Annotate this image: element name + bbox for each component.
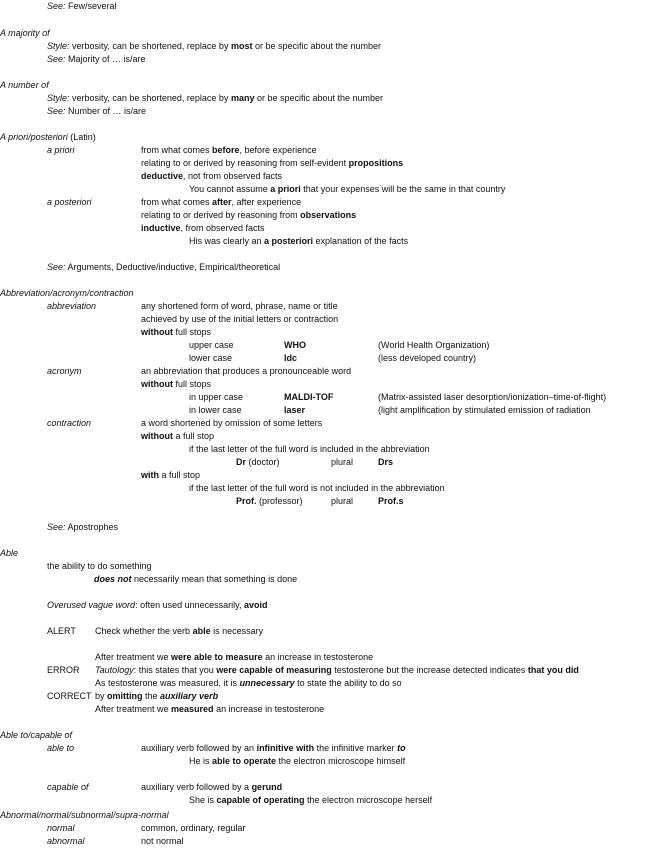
apriori-see-line	[47, 262, 280, 273]
t: from what comes	[141, 145, 213, 155]
t: able to operate	[212, 756, 277, 766]
aposteriori-example	[189, 236, 408, 247]
t: without	[141, 431, 173, 441]
see-few-line	[47, 1, 117, 12]
t: full stops	[173, 327, 212, 337]
style-label: Style:	[47, 93, 70, 103]
t: infinitive with	[256, 743, 315, 753]
t: , from observed facts	[180, 223, 265, 233]
t: propositions	[348, 158, 404, 168]
see-label: See:	[47, 1, 66, 11]
correct-text	[95, 691, 218, 702]
acr-upper-example: MALDI-TOF	[284, 392, 334, 402]
con-def-4	[141, 470, 200, 481]
t: to	[397, 743, 406, 753]
t: unnecessary	[239, 678, 295, 688]
able-def-2	[94, 574, 297, 585]
able-def-1: the ability to do something	[47, 561, 152, 571]
t: capable of operating	[216, 795, 305, 805]
style-word: most	[230, 41, 253, 51]
term-normal: normal	[47, 823, 75, 833]
con-def-3: if the last letter of the full word is included in the abbreviation	[189, 444, 430, 454]
aposteriori-def-2	[141, 210, 356, 221]
majority-style-line	[47, 41, 381, 52]
t: auxiliary verb followed by a	[141, 782, 252, 792]
see-text: Arguments, Deductive/inductive, Empirical/theoretical	[65, 262, 281, 272]
term-abnormal: abnormal	[47, 836, 85, 846]
acr-upper-note: (Matrix-assisted laser desorption/ionization–time-of-flight)	[378, 392, 607, 402]
alert-text	[95, 626, 263, 637]
heading-text: A priori/posteriori	[0, 132, 68, 142]
t: a full stop	[173, 431, 215, 441]
normal-def: common, ordinary, regular	[141, 823, 246, 833]
term-acronym: acronym	[47, 366, 82, 376]
t: were able to measure	[171, 652, 263, 662]
t: from what comes	[141, 197, 213, 207]
t: a full stop	[159, 470, 201, 480]
prof-plural-label: plural	[331, 496, 354, 506]
t: were capable of measuring	[216, 665, 332, 675]
error-text	[95, 665, 579, 676]
able-to-def	[141, 743, 406, 754]
term-a-priori: a priori	[47, 145, 75, 155]
t: by	[95, 691, 108, 701]
entry-heading-abbreviation: Abbreviation/acronym/contraction	[0, 288, 134, 298]
t: Overused vague word	[47, 600, 136, 610]
number-style-line	[47, 93, 383, 104]
con-def-5: if the last letter of the full word is not included in the abbreviation	[189, 483, 445, 493]
entry-heading-apriori	[0, 132, 96, 143]
apriori-def-2	[141, 158, 403, 169]
dr-plural-form: Drs	[378, 457, 394, 467]
see-label: See:	[47, 54, 66, 64]
alert-label: ALERT	[47, 626, 76, 636]
dr-plural-label: plural	[331, 457, 354, 467]
t: that your expenses will be the same in that country	[300, 184, 506, 194]
t: the infinitive marker	[314, 743, 398, 753]
error-label: ERROR	[47, 665, 80, 675]
t: a posteriori	[264, 236, 314, 246]
see-text: Apostrophes	[65, 522, 119, 532]
prof-plural-form: Prof.s	[378, 496, 404, 506]
apriori-def-1	[141, 145, 317, 156]
term-capable-of: capable of	[47, 782, 89, 792]
t: without	[141, 379, 173, 389]
number-see-line	[47, 106, 146, 117]
t: does not	[94, 574, 132, 584]
t: After treatment we	[95, 652, 172, 662]
term-contraction: contraction	[47, 418, 92, 428]
term-abbreviation: abbreviation	[47, 301, 97, 311]
apriori-example	[189, 184, 505, 195]
t: Check whether the verb	[95, 626, 193, 636]
t: He is	[189, 756, 213, 766]
capable-of-example	[189, 795, 432, 806]
style-word: many	[230, 93, 255, 103]
able-to-example	[189, 756, 405, 767]
t: His was clearly an	[189, 236, 265, 246]
t: explanation of the facts	[313, 236, 409, 246]
style-text: verbosity, can be shortened, replace by	[69, 93, 231, 103]
t: necessarily mean that something is done	[131, 574, 298, 584]
t: full stops	[173, 379, 212, 389]
entry-heading-able-to: Able to/capable of	[0, 730, 73, 740]
entry-heading-majority: A majority of	[0, 28, 50, 38]
t: inductive	[141, 223, 181, 233]
t: , not from observed facts	[183, 171, 283, 181]
upper-case-label: upper case	[189, 340, 234, 350]
see-few-text: Few/several	[65, 1, 117, 11]
t: (doctor)	[246, 457, 280, 467]
acr-upper-label: in upper case	[189, 392, 244, 402]
upper-case-note: (World Health Organization)	[378, 340, 490, 350]
see-label: See:	[47, 522, 66, 532]
aposteriori-def-1	[141, 197, 301, 208]
entry-heading-number-of: A number of	[0, 80, 49, 90]
t: Tautology	[95, 665, 134, 675]
t: auxiliary verb	[160, 691, 219, 701]
dr-example	[236, 457, 280, 468]
able-overused	[47, 600, 267, 611]
t: avoid	[243, 600, 268, 610]
t: observations	[300, 210, 357, 220]
lower-case-label: lower case	[189, 353, 233, 363]
t: , after experience	[231, 197, 302, 207]
apriori-def-3	[141, 171, 282, 182]
style-label: Style:	[47, 41, 70, 51]
t: without	[141, 327, 173, 337]
acr-lower-note: (light amplification by stimulated emission of radiation	[378, 405, 591, 415]
abbrev-see-line	[47, 522, 118, 533]
able-example-3	[95, 704, 324, 715]
entry-heading-abnormal: Abnormal/normal/subnormal/supra-normal	[0, 810, 169, 820]
t: : this states that you	[133, 665, 217, 675]
abbr-def-3	[141, 327, 211, 338]
lower-case-example: ldc	[284, 353, 298, 363]
t: After treatment we	[95, 704, 172, 714]
t: a priori	[270, 184, 301, 194]
capable-of-def	[141, 782, 282, 793]
abbr-def-2: achieved by use of the initial letters or contraction	[141, 314, 339, 324]
t: with	[141, 470, 159, 480]
t: Dr	[236, 457, 247, 467]
acr-lower-example: laser	[284, 405, 306, 415]
style-text: verbosity, can be shortened, replace by	[69, 41, 231, 51]
t: the electron microscope herself	[304, 795, 433, 805]
t: gerund	[251, 782, 283, 792]
t: As testosterone was measured, it is	[95, 678, 240, 688]
t: (professor)	[256, 496, 303, 506]
aposteriori-def-3	[141, 223, 265, 234]
t: : often used unnecessarily,	[135, 600, 244, 610]
t: an increase in testosterone	[262, 652, 374, 662]
prof-example	[236, 496, 303, 507]
acr-def-1: an abbreviation that produces a pronounceable word	[141, 366, 352, 376]
heading-tail: (Latin)	[67, 132, 96, 142]
t: after	[212, 197, 232, 207]
con-def-1: a word shortened by omission of some letters	[141, 418, 323, 428]
t: deductive	[141, 171, 184, 181]
acr-lower-label: in lower case	[189, 405, 242, 415]
t: measured	[171, 704, 214, 714]
majority-see-line	[47, 54, 146, 65]
t: that you did	[527, 665, 579, 675]
abnormal-def: not normal	[141, 836, 184, 846]
term-able-to: able to	[47, 743, 75, 753]
acr-def-2	[141, 379, 211, 390]
t: Prof.	[236, 496, 257, 506]
t: the electron microscope himself	[276, 756, 406, 766]
t: the	[142, 691, 161, 701]
t: to state the ability to do so	[294, 678, 402, 688]
t: auxiliary verb followed by an	[141, 743, 257, 753]
t: able	[192, 626, 211, 636]
t: You cannot assume	[189, 184, 271, 194]
style-tail: or be specific about the number	[252, 41, 382, 51]
t: relating to or derived by reasoning from	[141, 210, 301, 220]
entry-heading-able: Able	[0, 548, 19, 558]
t: an increase in testosterone	[213, 704, 325, 714]
able-example-1	[95, 652, 373, 663]
correct-label: CORRECT	[47, 691, 92, 701]
upper-case-example: WHO	[284, 340, 306, 350]
t: relating to or derived by reasoning from self-evident	[141, 158, 349, 168]
t: is necessary	[210, 626, 264, 636]
able-example-2	[95, 678, 402, 689]
see-text: Number of … is/are	[65, 106, 147, 116]
t: , before experience	[239, 145, 317, 155]
style-tail: or be specific about the number	[254, 93, 384, 103]
t: before	[212, 145, 240, 155]
term-a-posteriori: a posteriori	[47, 197, 92, 207]
t: omitting	[107, 691, 143, 701]
see-label: See:	[47, 262, 66, 272]
see-label: See:	[47, 106, 66, 116]
see-text: Majority of … is/are	[65, 54, 146, 64]
abbr-def-1: any shortened form of word, phrase, name or title	[141, 301, 338, 311]
t: testosterone but the increase detected indicates	[331, 665, 528, 675]
con-def-2	[141, 431, 214, 442]
lower-case-note: (less developed country)	[378, 353, 477, 363]
t: She is	[189, 795, 217, 805]
